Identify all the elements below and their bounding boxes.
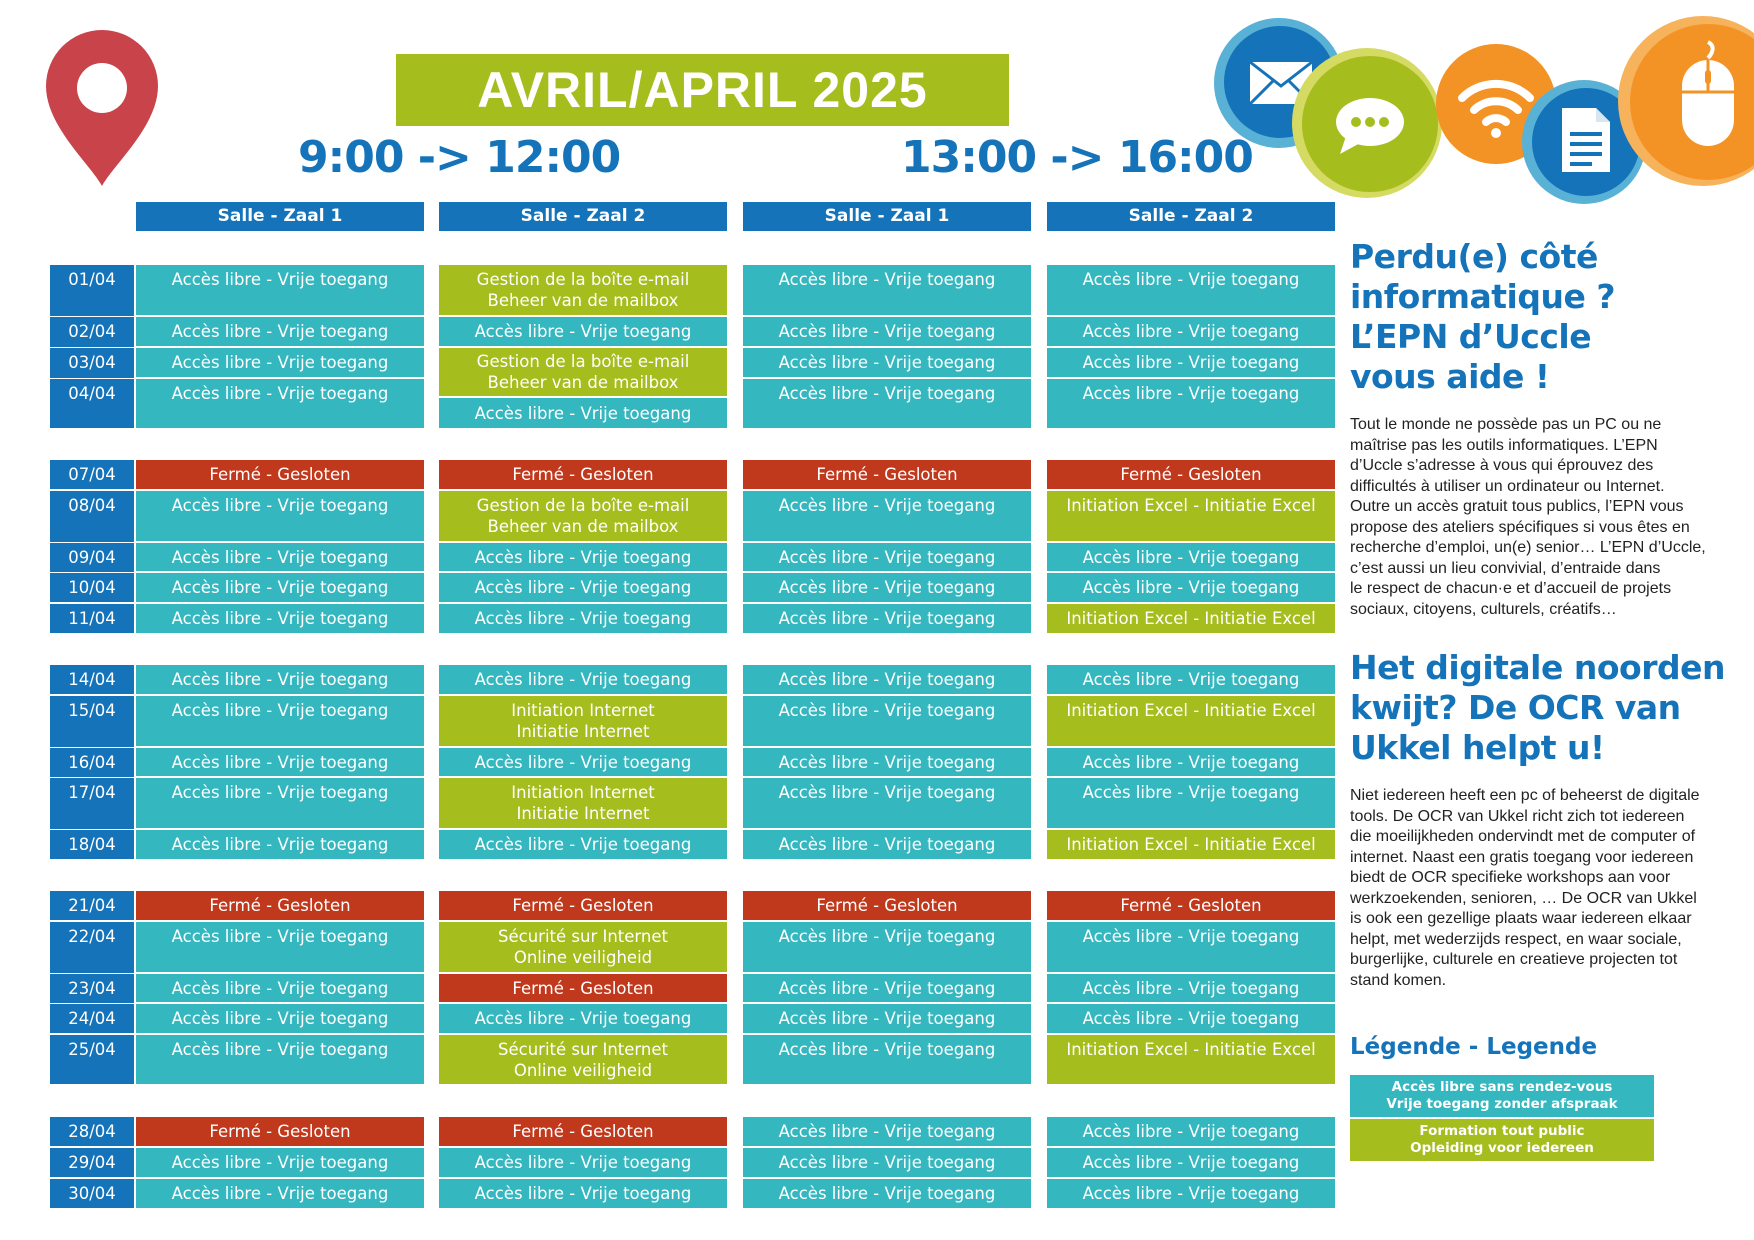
free-access-slot: Accès libre - Vrije toegang [743,1179,1031,1208]
free-access-slot: Accès libre - Vrije toegang [136,1148,424,1177]
workshop-slot: Initiation Excel - Initiatie Excel [1047,830,1335,859]
free-access-slot: Accès libre - Vrije toegang [1047,348,1335,377]
free-access-slot: Accès libre - Vrije toegang [439,543,727,571]
closed-slot: Fermé - Gesloten [439,974,727,1002]
page-title: AVRIL/APRIL 2025 [396,54,1009,126]
free-access-slot: Accès libre - Vrije toegang [136,778,424,828]
free-access-slot: Accès libre - Vrije toegang [743,573,1031,602]
free-access-slot: Accès libre - Vrije toegang [1047,748,1335,776]
closed-slot: Fermé - Gesloten [1047,460,1335,489]
free-access-slot: Accès libre - Vrije toegang [439,1148,727,1177]
workshop-slot: Gestion de la boîte e-mail Beheer van de mailbox [439,265,727,315]
legend-title: Légende - Legende [1350,1034,1598,1060]
date-cell: 23/04 [50,974,134,1003]
date-cell: 30/04 [50,1179,134,1208]
free-access-slot: Accès libre - Vrije toegang [136,1035,424,1084]
free-access-slot: Accès libre - Vrije toegang [743,974,1031,1002]
workshop-slot: Gestion de la boîte e-mail Beheer van de mailbox [439,348,727,396]
free-access-slot: Accès libre - Vrije toegang [743,379,1031,428]
free-access-slot: Accès libre - Vrije toegang [136,604,424,633]
workshop-slot: Initiation Internet Initiatie Internet [439,778,727,828]
free-access-slot: Accès libre - Vrije toegang [743,265,1031,315]
free-access-slot: Accès libre - Vrije toegang [136,379,424,428]
free-access-slot: Accès libre - Vrije toegang [743,665,1031,694]
free-access-slot: Accès libre - Vrije toegang [439,748,727,776]
free-access-slot: Accès libre - Vrije toegang [1047,1148,1335,1177]
free-access-slot: Accès libre - Vrije toegang [136,748,424,776]
room-header: Salle - Zaal 1 [743,202,1031,231]
free-access-slot: Accès libre - Vrije toegang [1047,974,1335,1002]
free-access-slot: Accès libre - Vrije toegang [136,1179,424,1208]
closed-slot: Fermé - Gesloten [136,460,424,489]
heading-nl: Het digitale noorden kwijt? De OCR van Ukkel helpt u! [1350,648,1725,767]
mouse-icon [1678,40,1738,150]
date-cell: 03/04 [50,348,134,378]
contact-icons [1210,14,1754,214]
free-access-slot: Accès libre - Vrije toegang [743,1035,1031,1084]
free-access-slot: Accès libre - Vrije toegang [743,348,1031,377]
free-access-slot: Accès libre - Vrije toegang [1047,922,1335,972]
free-access-slot: Accès libre - Vrije toegang [743,696,1031,746]
free-access-slot: Accès libre - Vrije toegang [743,317,1031,346]
workshop-slot: Initiation Internet Initiatie Internet [439,696,727,746]
free-access-slot: Accès libre - Vrije toegang [439,1179,727,1208]
free-access-slot: Accès libre - Vrije toegang [743,543,1031,571]
free-access-slot: Accès libre - Vrije toegang [439,1004,727,1033]
free-access-slot: Accès libre - Vrije toegang [743,922,1031,972]
workshop-slot: Initiation Excel - Initiatie Excel [1047,696,1335,746]
free-access-slot: Accès libre - Vrije toegang [743,1117,1031,1146]
free-access-slot: Accès libre - Vrije toegang [743,491,1031,541]
workshop-slot: Sécurité sur Internet Online veiligheid [439,1035,727,1084]
free-access-slot: Accès libre - Vrije toegang [1047,1179,1335,1208]
closed-slot: Fermé - Gesloten [743,891,1031,920]
free-access-slot: Accès libre - Vrije toegang [1047,379,1335,428]
free-access-slot: Accès libre - Vrije toegang [439,604,727,633]
closed-slot: Fermé - Gesloten [136,1117,424,1146]
date-cell: 10/04 [50,573,134,602]
free-access-slot: Accès libre - Vrije toegang [136,543,424,571]
workshop-slot: Initiation Excel - Initiatie Excel [1047,604,1335,633]
free-access-slot: Accès libre - Vrije toegang [136,922,424,972]
date-cell: 22/04 [50,922,134,973]
room-header: Salle - Zaal 1 [136,202,424,231]
workshop-slot: Sécurité sur Internet Online veiligheid [439,922,727,972]
legend-training: Formation tout public Opleiding voor iedereen [1350,1119,1654,1161]
location-pin-icon [40,26,164,188]
free-access-slot: Accès libre - Vrije toegang [136,348,424,377]
free-access-slot: Accès libre - Vrije toegang [1047,1004,1335,1033]
time-morning: 9:00 -> 12:00 [298,132,621,183]
free-access-slot: Accès libre - Vrije toegang [743,604,1031,633]
date-cell: 07/04 [50,460,134,489]
date-cell: 16/04 [50,748,134,777]
paragraph-fr: Tout le monde ne possède pas un PC ou ne maîtrise pas les outils informatiques. L’EPN d’Uccle s’adresse à vous qui éprouvez des difficultés à utiliser un ordinateur ou Internet. Outre un accès gratuit tous publics, l’EPN vous propose des ateliers spécifiques si vous êtes en recherche d’emploi, un(e) senior… L’EPN d’Uccle, c’est aussi un lieu convivial, d’entraide dans le respect de chacun·e et d’accueil de projets sociaux, citoyens, culturels, créatifs… [1350,416,1706,618]
date-cell: 09/04 [50,543,134,572]
date-cell: 14/04 [50,665,134,694]
free-access-slot: Accès libre - Vrije toegang [136,491,424,541]
room-header: Salle - Zaal 2 [1047,202,1335,231]
free-access-slot: Accès libre - Vrije toegang [136,1004,424,1033]
free-access-slot: Accès libre - Vrije toegang [1047,543,1335,571]
date-cell: 24/04 [50,1004,134,1033]
free-access-slot: Accès libre - Vrije toegang [136,665,424,694]
date-cell: 15/04 [50,696,134,747]
free-access-slot: Accès libre - Vrije toegang [743,748,1031,776]
free-access-slot: Accès libre - Vrije toegang [439,317,727,346]
free-access-slot: Accès libre - Vrije toegang [136,573,424,602]
free-access-slot: Accès libre - Vrije toegang [439,398,727,428]
closed-slot: Fermé - Gesloten [439,891,727,920]
date-cell: 02/04 [50,317,134,347]
date-cell: 25/04 [50,1035,134,1084]
closed-slot: Fermé - Gesloten [136,891,424,920]
date-cell: 17/04 [50,778,134,829]
free-access-slot: Accès libre - Vrije toegang [136,317,424,346]
free-access-slot: Accès libre - Vrije toegang [1047,778,1335,828]
workshop-slot: Gestion de la boîte e-mail Beheer van de mailbox [439,491,727,541]
free-access-slot: Accès libre - Vrije toegang [136,974,424,1002]
paragraph-nl: Niet iedereen heeft een pc of beheerst de digitale tools. De OCR van Ukkel richt zich tot iedereen die moeilijkheden ondervindt met de computer of internet. Naast een gratis toegang voor iedereen biedt de OCR specifieke workshops aan voor werkzoekenden, senioren, … De OCR van Ukkel is ook een gezellige plaats waar iedereen elkaar helpt, met wederzijds respect, en waar sociale, burgerlijke, culturele en creatieve projecten tot stand komen. [1350,787,1700,989]
free-access-slot: Accès libre - Vrije toegang [743,778,1031,828]
closed-slot: Fermé - Gesloten [743,460,1031,489]
workshop-slot: Initiation Excel - Initiatie Excel [1047,491,1335,541]
free-access-slot: Accès libre - Vrije toegang [136,265,424,315]
closed-slot: Fermé - Gesloten [1047,891,1335,920]
free-access-slot: Accès libre - Vrije toegang [743,830,1031,859]
date-cell: 11/04 [50,604,134,633]
free-access-slot: Accès libre - Vrije toegang [1047,665,1335,694]
closed-slot: Fermé - Gesloten [439,460,727,489]
legend-free-access: Accès libre sans rendez-vous Vrije toegang zonder afspraak [1350,1075,1654,1117]
free-access-slot: Accès libre - Vrije toegang [439,665,727,694]
date-cell: 28/04 [50,1117,134,1146]
room-header: Salle - Zaal 2 [439,202,727,231]
workshop-slot: Initiation Excel - Initiatie Excel [1047,1035,1335,1084]
document-icon [1560,106,1612,174]
date-cell: 29/04 [50,1148,134,1177]
free-access-slot: Accès libre - Vrije toegang [743,1148,1031,1177]
heading-fr: Perdu(e) côté informatique ? L’EPN d’Uccle vous aide ! [1350,237,1615,396]
free-access-slot: Accès libre - Vrije toegang [743,1004,1031,1033]
date-cell: 18/04 [50,830,134,859]
free-access-slot: Accès libre - Vrije toegang [439,573,727,602]
free-access-slot: Accès libre - Vrije toegang [1047,317,1335,346]
free-access-slot: Accès libre - Vrije toegang [439,830,727,859]
free-access-slot: Accès libre - Vrije toegang [136,696,424,746]
free-access-slot: Accès libre - Vrije toegang [1047,265,1335,315]
free-access-slot: Accès libre - Vrije toegang [1047,573,1335,602]
free-access-slot: Accès libre - Vrije toegang [1047,1117,1335,1146]
date-cell: 08/04 [50,491,134,542]
date-cell: 04/04 [50,379,134,428]
time-afternoon: 13:00 -> 16:00 [901,132,1253,183]
date-cell: 21/04 [50,891,134,920]
date-cell: 01/04 [50,265,134,316]
free-access-slot: Accès libre - Vrije toegang [136,830,424,859]
closed-slot: Fermé - Gesloten [439,1117,727,1146]
chat-bubble-icon [1332,96,1408,156]
